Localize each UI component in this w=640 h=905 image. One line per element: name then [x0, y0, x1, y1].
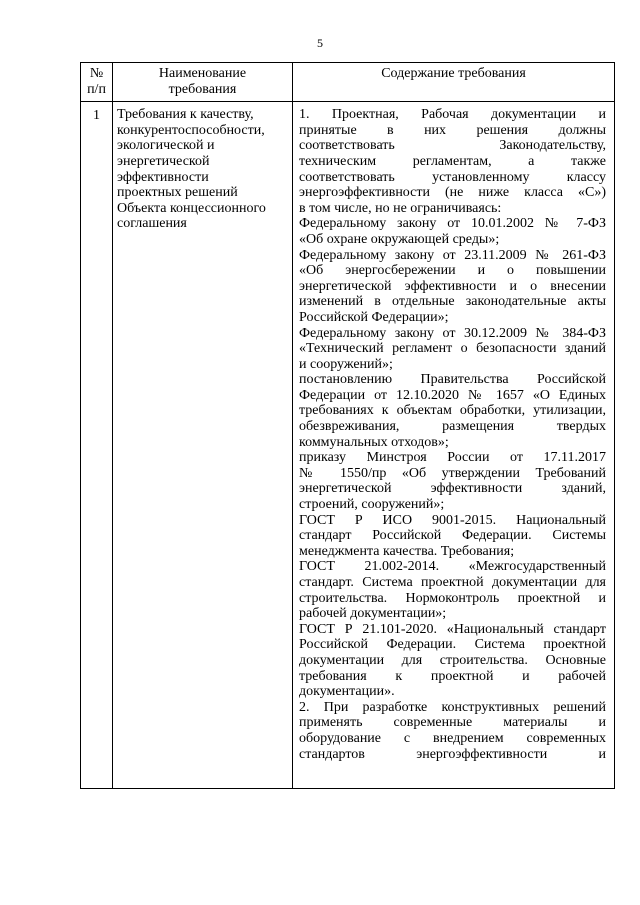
header-number-line: п/п: [87, 81, 106, 97]
name-line: энергетической: [117, 153, 210, 169]
content-line: ГОСТ Р 21.101-2020. «Национальный стандарт: [299, 621, 606, 637]
content-line: стандартов энергоэффективности и: [299, 746, 606, 762]
content-line: документации».: [299, 684, 395, 700]
name-line: проектных решений: [117, 185, 238, 201]
content-line: стандарт Российской Федерации. Системы: [299, 528, 606, 544]
content-line: соответствовать установленному классу: [299, 169, 606, 185]
content-line: энергоэффективности (не ниже класса «С»): [299, 185, 606, 201]
content-line: принятые в них решения должны: [299, 122, 606, 138]
content-line: техническим регламентам, а также: [299, 153, 606, 169]
table-row: [81, 102, 615, 789]
content-line: ГОСТ Р ИСО 9001-2015. Национальный: [299, 512, 606, 528]
content-line: № 1550/пр «Об утверждении Требований: [299, 465, 606, 481]
header-name: [113, 63, 293, 102]
requirement-name: [113, 102, 293, 789]
name-line: соглашения: [117, 216, 187, 232]
content-line: Российской Федерации»;: [299, 309, 449, 325]
name-line: эффективности: [117, 169, 209, 185]
content-line: Федерации от 12.10.2020 № 1657 «О Единых: [299, 387, 606, 403]
name-line: конкурентоспособности,: [117, 122, 265, 138]
content-line: 1. Проектная, Рабочая документации и: [299, 107, 606, 123]
content-line: соответствовать Законодательству,: [299, 138, 606, 154]
page-number: 5: [317, 36, 323, 50]
header-content: [293, 63, 615, 102]
content-line: «Об энергосбережении и о повышении: [299, 263, 606, 279]
content-line: оборудование с внедрением современных: [299, 730, 606, 746]
content-line: изменений в отдельные законодательные акты: [299, 294, 606, 310]
content-line: Федеральному закону от 30.12.2009 № 384-ФЗ: [299, 325, 606, 341]
header-name-line: требования: [168, 81, 237, 97]
content-line: Российской Федерации. Система проектной: [299, 637, 606, 653]
content-line: документации для строительства. Основные: [299, 652, 606, 668]
table-header-row: [81, 63, 615, 102]
content-continuation: [299, 762, 606, 788]
name-line: Требования к качеству,: [117, 107, 254, 123]
row-number: 1: [81, 102, 113, 789]
header-content-label: Содержание требования: [381, 66, 526, 81]
content-line: строительства. Нормоконтроль проектной и: [299, 590, 606, 606]
content-line: строений, сооружений»;: [299, 497, 445, 513]
content-line: рабочей документации»;: [299, 606, 447, 622]
content-line: коммунальных отходов»;: [299, 434, 449, 450]
content-line: приказу Минстроя России от 17.11.2017: [299, 450, 606, 466]
header-name-line: Наименование: [158, 66, 247, 81]
content-line: «Об охране окружающей среды»;: [299, 231, 500, 247]
content-line: «Технический регламент о безопасности зданий: [299, 341, 606, 357]
content-line: Федеральному закону от 10.01.2002 № 7-ФЗ: [299, 216, 606, 232]
content-line: постановлению Правительства Российской: [299, 372, 606, 388]
content-line: обезвреживания, размещения твердых: [299, 419, 606, 435]
header-number: [81, 63, 113, 102]
content-line: требованиях к объектам обработки, утилизации,: [299, 403, 606, 419]
content-line: ГОСТ 21.002-2014. «Межгосударственный: [299, 559, 606, 575]
content-line: в том числе, но не ограничиваясь:: [299, 200, 502, 216]
content-line: энергетической эффективности и о внесении: [299, 278, 606, 294]
header-number-line: №: [89, 66, 104, 81]
content-line: Федеральному закону от 23.11.2009 № 261-ФЗ: [299, 247, 606, 263]
content-line: требования к проектной и рабочей: [299, 668, 606, 684]
content-line: и сооружений»;: [299, 356, 393, 372]
name-line: Объекта концессионного: [117, 200, 266, 216]
content-line: 2. При разработке конструктивных решений: [299, 699, 606, 715]
content-line: менеджмента качества. Требования;: [299, 543, 515, 559]
name-line: экологической и: [117, 138, 215, 154]
content-line: применять современные материалы и: [299, 715, 606, 731]
requirement-content: [293, 102, 615, 789]
content-line: стандарт. Система проектной документации для: [299, 575, 606, 590]
requirements-table: [80, 62, 615, 789]
content-line: энергетической эффективности зданий,: [299, 481, 606, 497]
